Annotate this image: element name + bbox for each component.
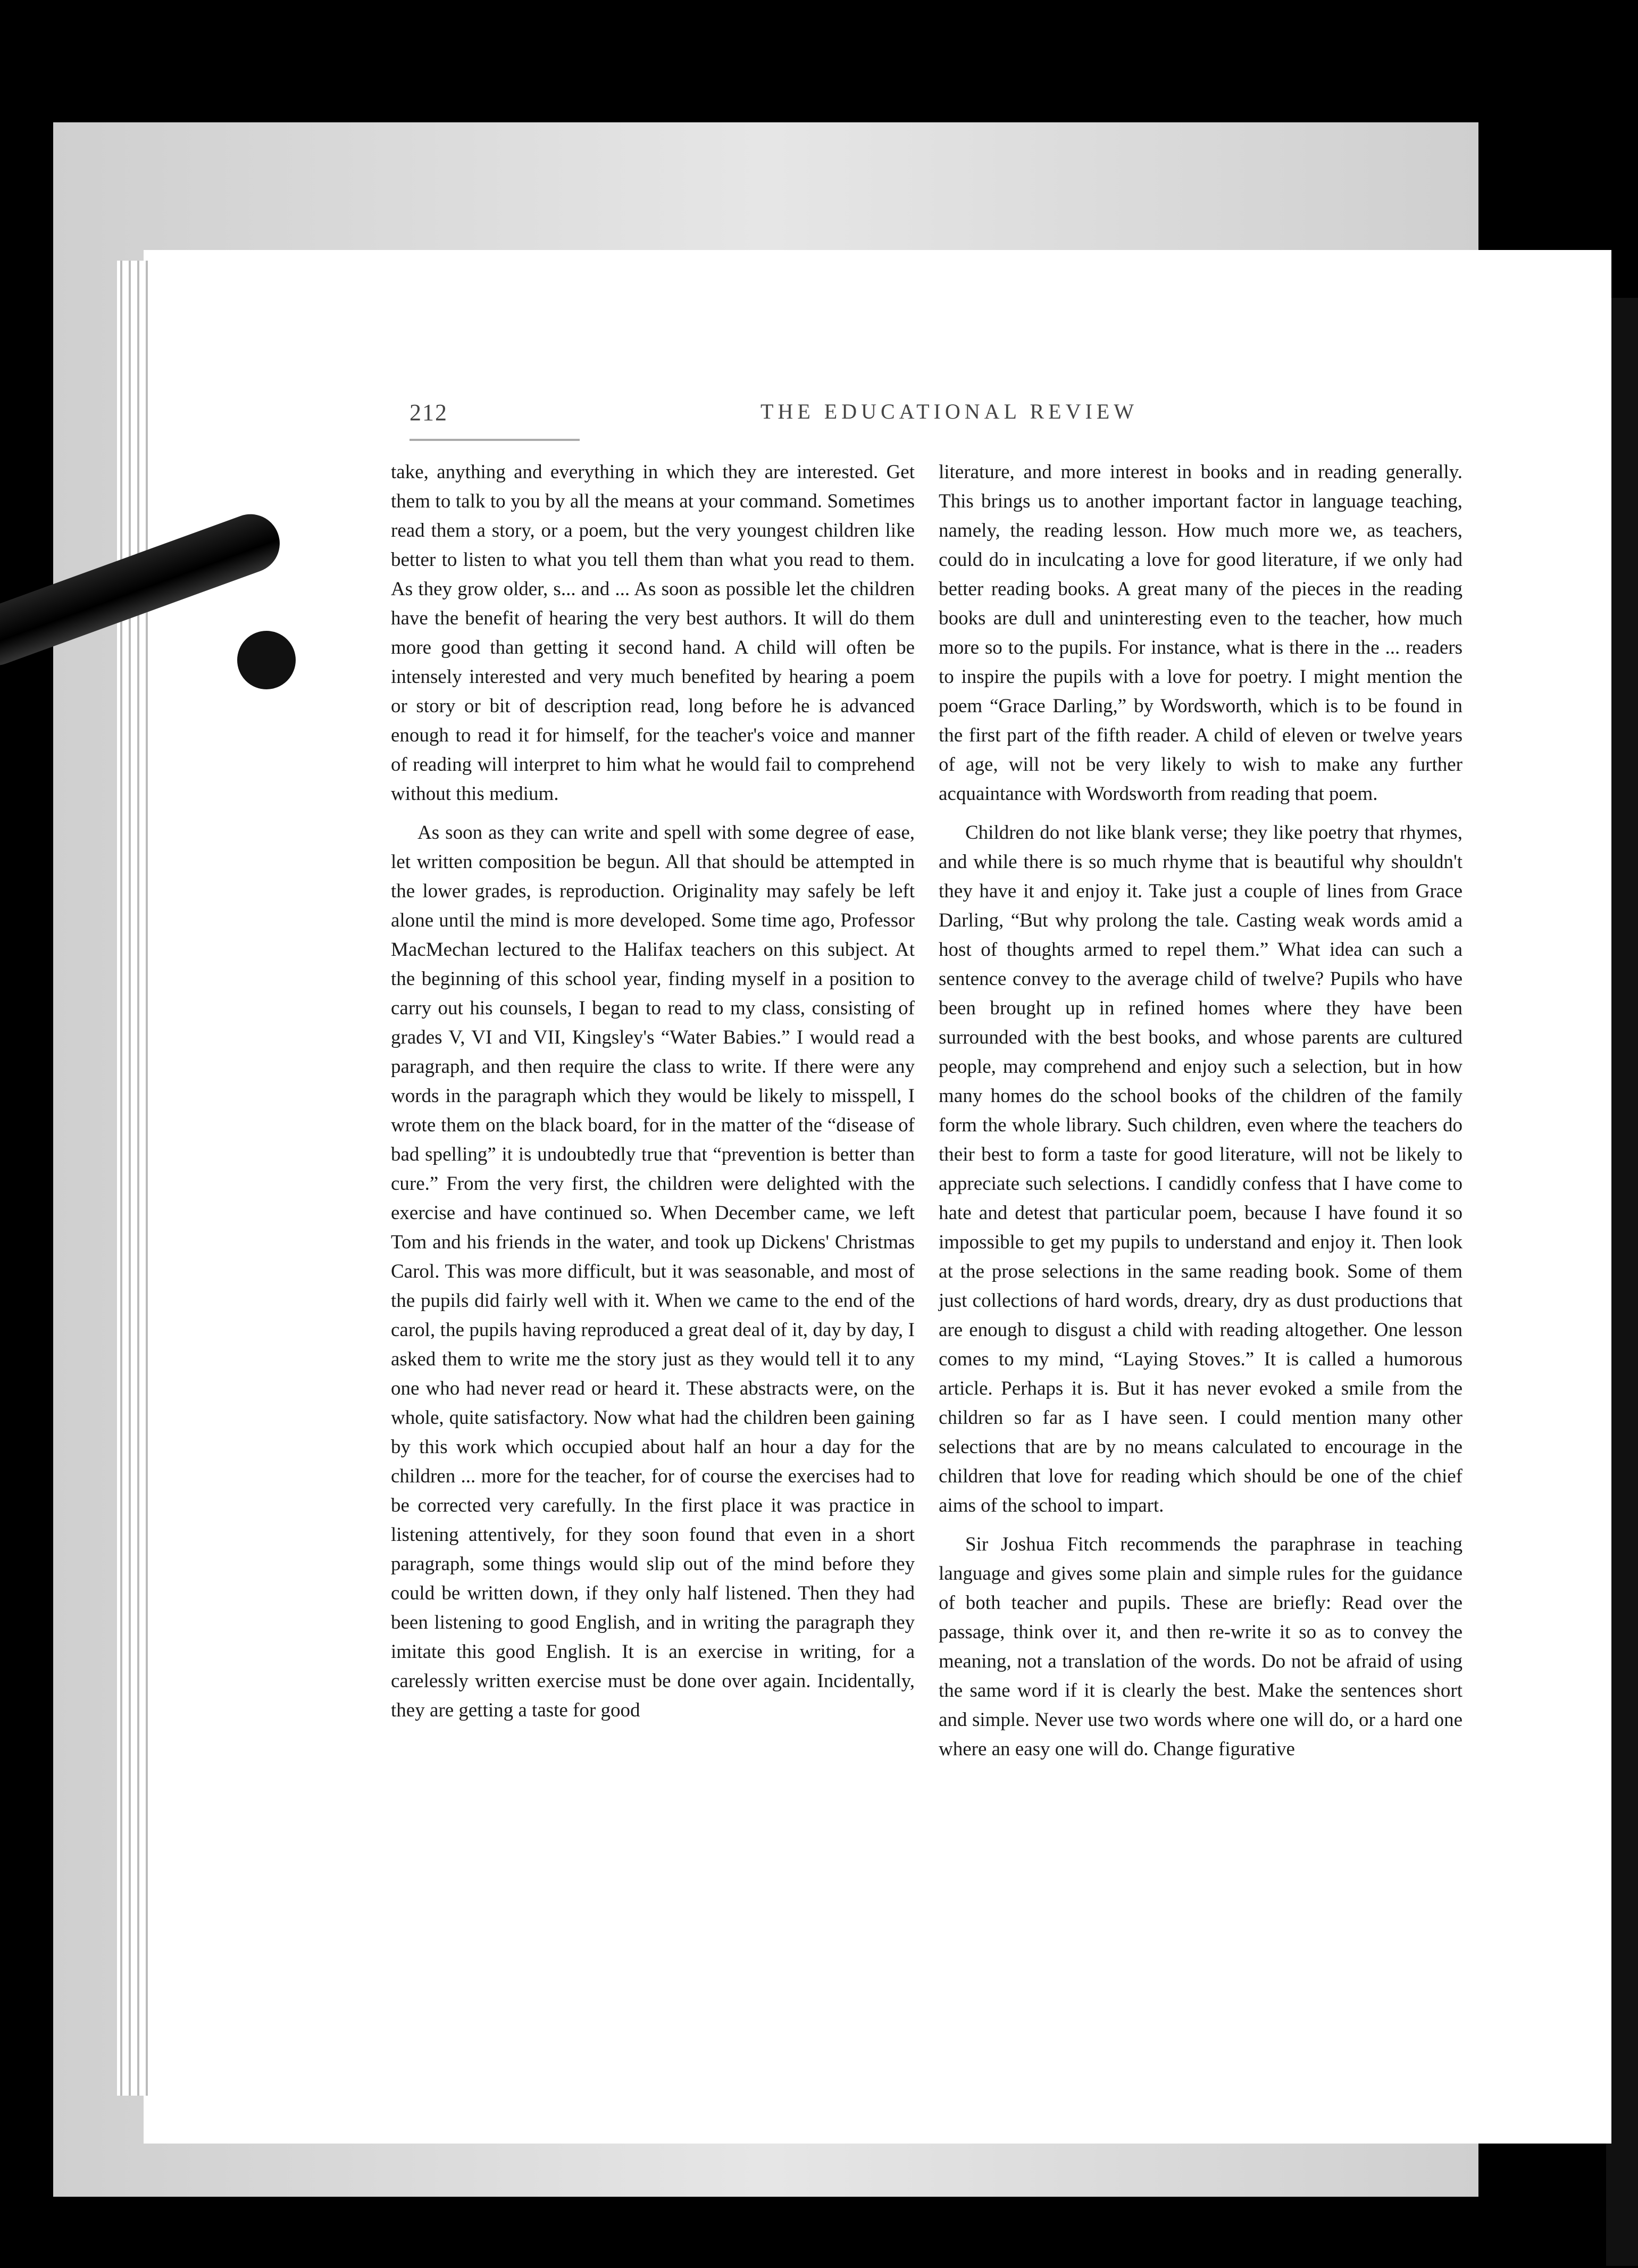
right-paragraph-2: Children do not like blank verse; they like poetry that rhymes, and while there is so much rhyme that is beautiful why shouldn't they have it and enjoy it. Take just a couple of lines from Grace Darling, “But why prolong the tale. Casting weak words amid a host of thoughts armed to repel them.” What idea can such a sentence convey to the average child of twelve? Pupils who have been brought up in refined homes where they have been surrounded with the best books, and whose parents are cultured people, may comprehend and enjoy such a selection, but in how many homes do the school books of the children of the family form the whole library. Such children, even where the teachers do their best to form a taste for good literature, will not be likely to appreciate such selections. I candidly confess that I have come to hate and detest that particular poem, because I have found it so impossible to get my pupils to understand and enjoy it. Then look at the prose selections in the same reading book. Some of them just collections of hard words, dreary, dry as dust productions that are enough to disgust a child with reading altogether. One lesson comes to my mind, “Laying Stoves.” It is called a humorous article. Perhaps it is. But it has never evoked a smile from the children so far as I have seen. I could mention many other selections that are by no means calculated to encourage in the children that love for reading which should be one of the chief aims of the school to impart. bbox=[939, 822, 1462, 1516]
page-number: 212 bbox=[410, 399, 448, 426]
header-rule bbox=[410, 439, 580, 441]
left-column bbox=[391, 457, 915, 1725]
right-paragraph-1: literature, and more interest in books and in reading generally. This brings us to another important factor in language teaching, namely, the reading lesson. How much more we, as teachers, could do in inculcating a love for good literature, if we only had better reading books. A great many of the pieces in the reading books are dull and uninteresting even to the teacher, how much more so to the pupils. For instance, what is there in the ... readers to inspire the pupils with a love for poetry. I might mention the poem “Grace Darling,” by Wordsworth, which is to be found in the first part of the fifth reader. A child of eleven or twelve years of age, will not be very likely to wish to make any further acquaintance with Wordsworth from reading that poem. bbox=[939, 461, 1462, 805]
right-paragraph-3: Sir Joshua Fitch recommends the paraphrase in teaching language and gives some plain and simple rules for the guidance of both teacher and pupils. These are briefly: Read over the passage, think over it, and then re-write it so as to convey the meaning, not a translation of the words. Do not be afraid of using the same word if it is clearly the best. Make the sentences short and simple. Never use two words where one will do, or a hard one where an easy one will do. Change figurative bbox=[939, 1533, 1462, 1760]
left-paragraph-1: take, anything and everything in which they are interested. Get them to talk to you by all the means at your command. Sometimes read them a story, or a poem, but the very youngest children like better to listen to what you tell them than what you read to them. As they grow older, s... and ... As soon as possible let the children have the benefit of hearing the very best authors. It will do them more good than getting it second hand. A child will often be intensely interested and very much benefited by hearing a poem or story or bit of description read, long before he is advanced enough to read it for himself, for the teacher's voice and manner of reading will interpret to him what he would fail to comprehend without this medium. bbox=[391, 461, 915, 805]
pen-cap bbox=[234, 628, 299, 693]
page-edges bbox=[117, 261, 149, 2096]
journal-title: THE EDUCATIONAL REVIEW bbox=[760, 399, 1138, 423]
left-paragraph-2: As soon as they can write and spell with some degree of ease, let written composition be begun. All that should be attempted in the lower grades, is reproduction. Originality may safely be left alone until the mind is more developed. Some time ago, Professor MacMechan lectured to the Halifax teachers on this subject. At the beginning of this school year, finding myself in a position to carry out his counsels, I began to read to my class, consisting of grades V, VI and VII, Kingsley's “Water Babies.” I would read a paragraph, and then require the class to write. If there were any words in the paragraph which they would be likely to misspell, I wrote them on the black board, for in the matter of the “disease of bad spelling” it is undoubtedly true that “prevention is better than cure.” From the very first, the children were delighted with the exercise and have continued so. When December came, we left Tom and his friends in the water, and took up Dickens' Christmas Carol. This was more difficult, but it was seasonable, and most of the pupils did fairly well with it. When we came to the end of the carol, the pupils having reproduced a great deal of it, day by day, I asked them to write me the story just as they would tell it to any one who had never read or heard it. These abstracts were, on the whole, quite satisfactory. Now what had the children been gaining by this work which occupied about half an hour a day for the children ... more for the teacher, for of course the exercises had to be corrected very carefully. In the first place it was practice in listening attentively, for they soon found that even in a short paragraph, some things would slip out of the mind before they could be written down, if they only half listened. Then they had been listening to good English, and in writing the paragraph they imitate this good English. It is an exercise in writing, for a carelessly written exercise must be done over again. Incidentally, they are getting a taste for good bbox=[391, 822, 915, 1721]
page-header bbox=[410, 399, 1452, 431]
right-column bbox=[939, 457, 1462, 1764]
